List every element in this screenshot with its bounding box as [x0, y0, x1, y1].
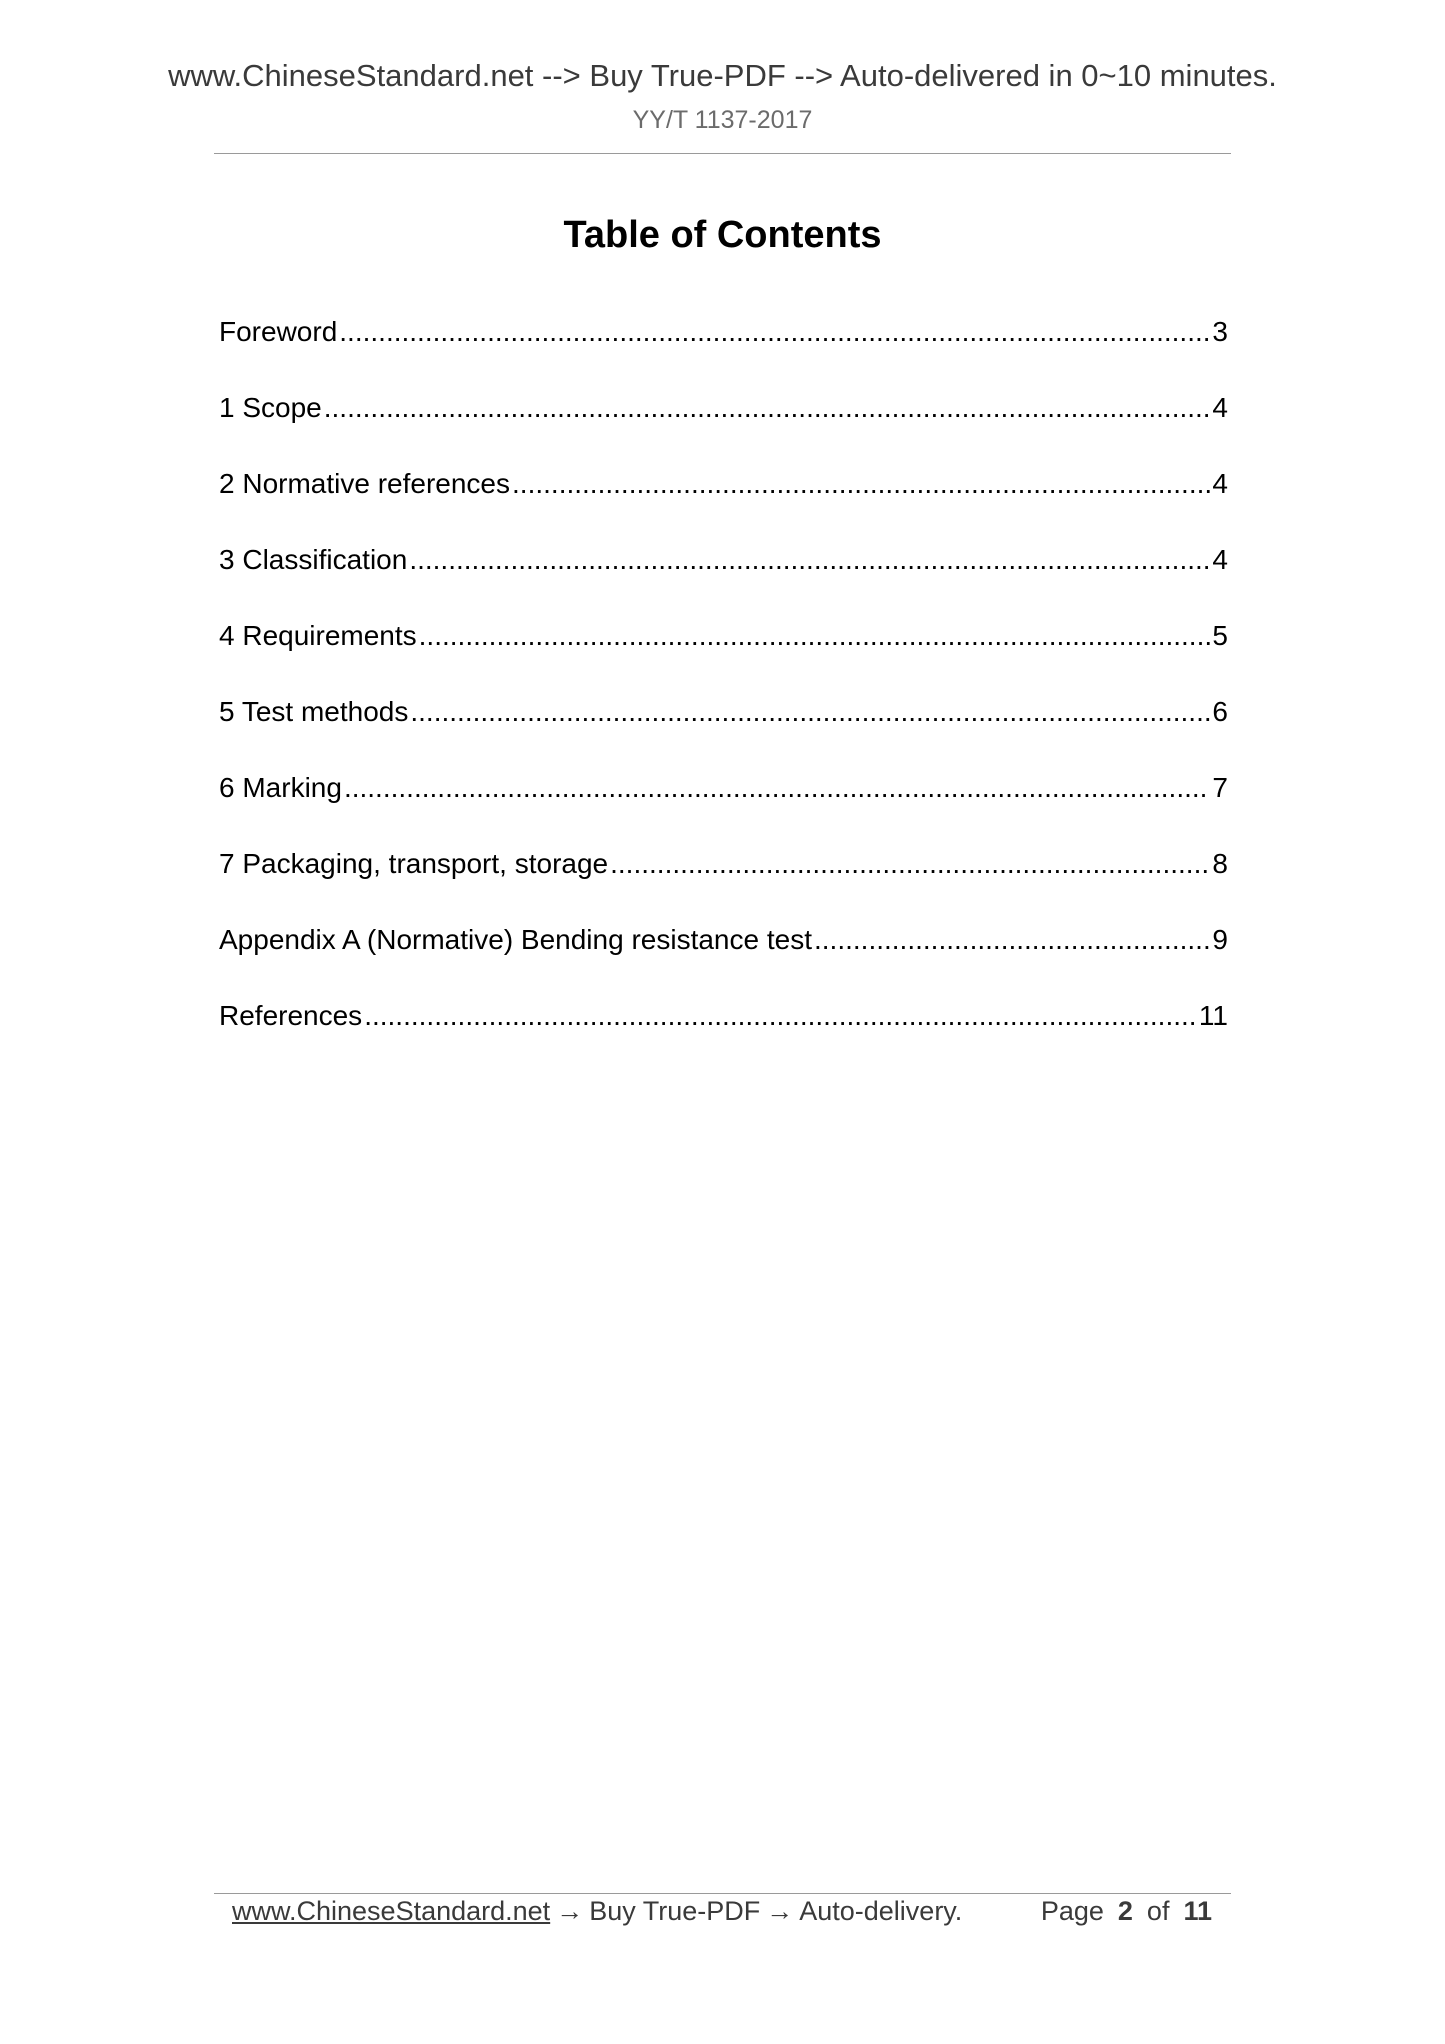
page-number [1041, 1896, 1212, 1927]
toc-entry-classification[interactable] [219, 540, 1228, 616]
header-divider [214, 153, 1231, 154]
toc-entry-label: References [219, 1000, 363, 1031]
toc-dot-leader [344, 768, 1210, 808]
toc-entry-label: 3 Classification [219, 544, 408, 575]
page-word: Page [1040, 1896, 1104, 1926]
toc-title: Table of Contents [563, 214, 882, 256]
toc-entry-label: 6 Marking [219, 772, 342, 803]
toc-entry-label: 2 Normative references [219, 468, 511, 499]
toc-entry-label: 4 Requirements [219, 620, 417, 651]
toc-entry-page: 4 [1212, 544, 1228, 575]
toc-entry-page: 6 [1212, 696, 1228, 727]
footer-promo [232, 1896, 962, 1927]
toc-entry-page: 7 [1212, 772, 1228, 803]
arrow-right-icon: → [766, 1896, 794, 1926]
toc-entry-label: 1 Scope [219, 392, 322, 423]
footer-buy-text: Buy True-PDF [589, 1896, 761, 1926]
toc-entry-foreword[interactable] [219, 312, 1228, 388]
toc-dot-leader [339, 312, 1210, 352]
current-page-number: 2 [1117, 1896, 1133, 1926]
toc-dot-leader [814, 920, 1210, 960]
toc-dot-leader [610, 844, 1210, 884]
toc-dot-leader [324, 388, 1211, 428]
toc-entry-normative-references[interactable] [219, 464, 1228, 540]
footer-site-link[interactable]: www.ChineseStandard.net [232, 1896, 551, 1926]
toc-entry-label: Appendix A (Normative) Bending resistance test [219, 924, 812, 955]
arrow-right-icon: → [556, 1896, 584, 1926]
header-banner: www.ChineseStandard.net --> Buy True-PDF --> Auto-delivered in 0~10 minutes. [168, 58, 1277, 93]
standard-code: YY/T 1137-2017 [632, 106, 813, 134]
toc-dot-leader [364, 996, 1197, 1036]
toc-entry-marking[interactable] [219, 768, 1228, 844]
toc-entry-page: 9 [1212, 924, 1228, 955]
toc-entry-page: 4 [1212, 392, 1228, 423]
toc-entry-page: 11 [1198, 1000, 1228, 1031]
toc-list [219, 312, 1228, 1072]
toc-entry-packaging[interactable] [219, 844, 1228, 920]
toc-entry-references[interactable] [219, 996, 1228, 1072]
toc-entry-page: 5 [1212, 620, 1228, 651]
toc-dot-leader [410, 692, 1210, 732]
of-word: of [1146, 1896, 1170, 1926]
toc-entry-label: 7 Packaging, transport, storage [219, 848, 609, 879]
toc-entry-label: 5 Test methods [219, 696, 409, 727]
toc-entry-label: Foreword [219, 316, 338, 347]
page-footer [232, 1896, 1212, 1936]
toc-dot-leader [512, 464, 1210, 504]
toc-dot-leader [419, 616, 1211, 656]
footer-delivery-text: Auto-delivery. [799, 1896, 963, 1926]
toc-entry-page: 8 [1212, 848, 1228, 879]
toc-entry-page: 3 [1212, 316, 1228, 347]
toc-entry-appendix-a[interactable] [219, 920, 1228, 996]
footer-divider [214, 1893, 1231, 1894]
toc-dot-leader [409, 540, 1210, 580]
toc-entry-scope[interactable] [219, 388, 1228, 464]
toc-entry-requirements[interactable] [219, 616, 1228, 692]
toc-entry-test-methods[interactable] [219, 692, 1228, 768]
toc-entry-page: 4 [1212, 468, 1228, 499]
total-pages-number: 11 [1183, 1896, 1212, 1926]
